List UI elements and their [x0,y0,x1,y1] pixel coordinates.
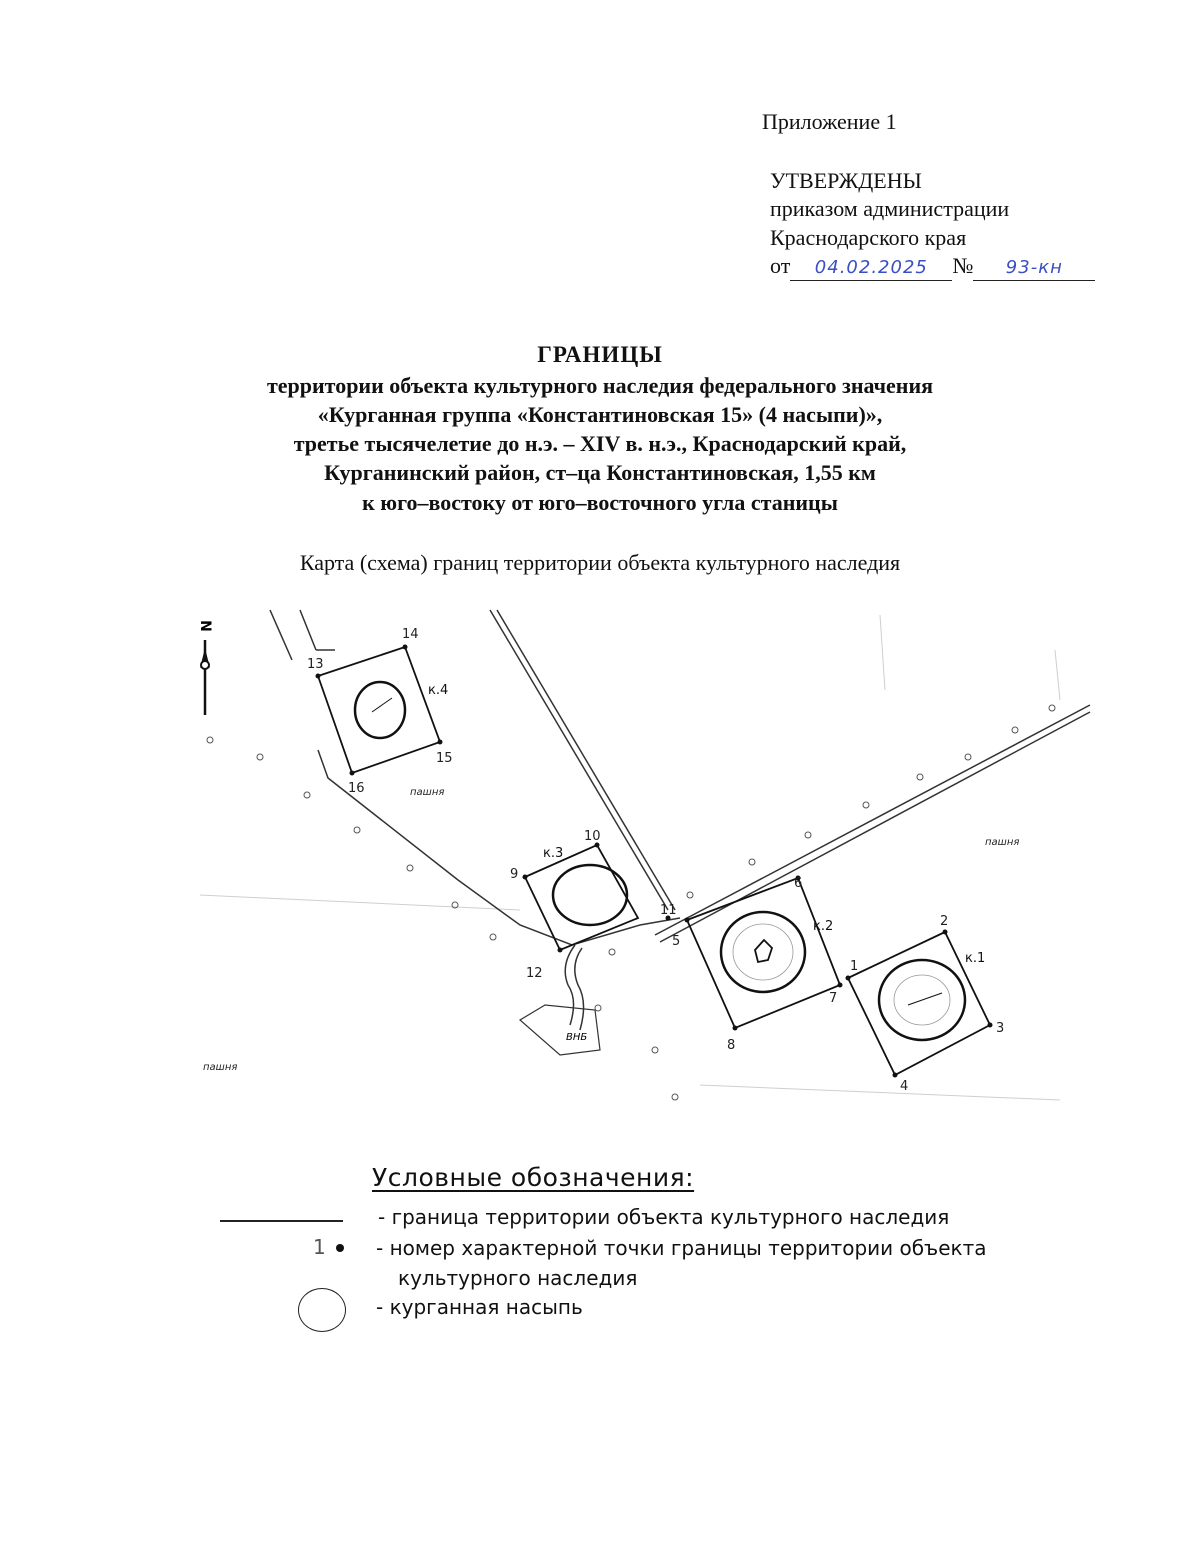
field-labels [203,787,1019,1073]
region-line: Краснодарского края [770,224,967,250]
order-date: 04.02.2025 [790,256,952,280]
point-numbers [307,627,1004,1094]
boundary-points [316,645,993,1078]
order-date-row [770,252,1095,281]
mound-label-k4: к.4 [428,683,449,698]
date-prefix: от [770,253,791,279]
mound-k3 [553,865,627,925]
point-label: 7 [829,991,838,1006]
boundary-k4 [318,647,440,773]
heading-line: территории объекта культурного наследия федерального значения [266,372,934,398]
field-label: пашня [203,1062,238,1073]
legend-point-number: 1 [313,1235,326,1259]
point-label: 14 [402,627,419,642]
document-heading [0,340,1200,517]
point-label: 4 [900,1079,909,1094]
mound-circle-icon [298,1288,346,1332]
field-label: пашня [985,837,1020,848]
north-label: N [197,620,213,632]
point-label: 16 [348,781,365,796]
legend-item-point-cont: культурного наследия [398,1266,638,1290]
mound-labels [428,683,985,966]
point-label: 1 [850,959,859,974]
point-label: 13 [307,657,324,672]
background-lines [200,615,1060,1100]
point-label: 3 [996,1021,1005,1036]
mound-label-k3: к.3 [543,846,564,861]
mound-label-k1: к.1 [965,951,986,966]
heading-title: ГРАНИЦЫ [537,342,663,367]
point-label: 11 [660,903,677,918]
boundary-k2 [687,878,840,1028]
boundary-map [195,605,1095,1115]
legend-item-boundary: - граница территории объекта культурного наследия [378,1205,950,1229]
north-arrow-icon [197,620,213,715]
heading-line: к юго–востоку от юго–восточного угла станицы [362,489,838,515]
mound-k4 [355,682,405,738]
heading-line: третье тысячелетие до н.э. – XIV в. н.э., Краснодарский край, [293,431,907,457]
point-label: 9 [510,867,519,882]
roads [270,610,1090,1030]
point-label: 10 [584,829,601,844]
legend-item-mound: - курганная насыпь [376,1295,583,1319]
legend-title: Условные обозначения: [372,1163,695,1192]
heading-line: Курганинский район, ст–ца Константиновская, 1,55 км [324,460,876,486]
legend-line-symbol [220,1220,343,1222]
point-label: 6 [794,876,803,891]
mounds [355,682,965,1040]
point-label: 8 [727,1038,736,1053]
boundary-k3 [525,845,638,950]
mound-label-k2: к.2 [813,919,834,934]
approved-label: УТВЕРЖДЕНЫ [770,167,922,193]
legend-item-point: - номер характерной точки границы территории объекта [376,1236,987,1260]
heading-line: «Курганная группа «Константиновская 15» (4 насыпи)», [317,401,883,427]
appendix-label: Приложение 1 [762,109,897,134]
vnb-label: ВНБ [566,1032,588,1043]
by-order-line: приказом администрации [770,196,1010,222]
point-label: 2 [940,914,949,929]
point-dot-icon [336,1244,344,1252]
field-label: пашня [410,787,445,798]
point-label: 15 [436,751,453,766]
approval-block [760,108,1095,281]
boundary-polygons [318,647,990,1075]
map-subtitle: Карта (схема) границ территории объекта культурного наследия [299,550,901,575]
point-label: 5 [672,934,681,949]
point-label: 12 [526,966,543,981]
order-number: 93-кн [973,256,1095,280]
number-sign: № [952,253,974,279]
